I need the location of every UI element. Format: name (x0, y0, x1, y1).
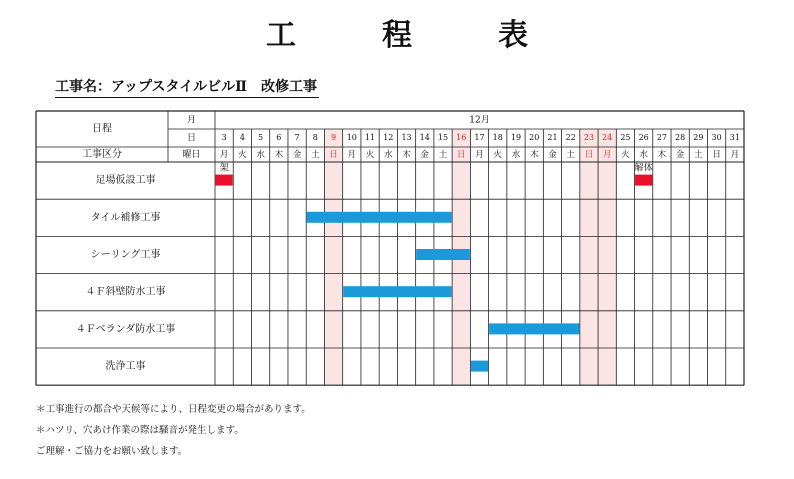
weekday-cell: 月 (347, 150, 357, 160)
day-number: 18 (492, 133, 503, 142)
weekday-cell: 水 (256, 150, 265, 160)
day-number: 23 (583, 133, 595, 142)
category-label: 工事区分 (82, 149, 122, 160)
weekday-cell: 月 (475, 150, 484, 160)
weekday-cell: 日 (584, 150, 594, 160)
weekday-cell: 金 (675, 150, 685, 160)
day-number: 12 (383, 133, 394, 142)
schedule-bar (343, 286, 451, 297)
month-value: 12月 (469, 115, 490, 126)
note-1: ＊工事進行の都合や天候等により、日程変更の場合があります。 (36, 404, 311, 415)
task-name: ４Ｆ斜壁防水工事 (85, 286, 166, 298)
weekday-cell: 水 (639, 150, 648, 160)
weekday-cell: 月 (730, 150, 740, 160)
day-number: 6 (276, 133, 282, 142)
weekday-label: 曜日 (182, 150, 201, 160)
month-label: 月 (186, 115, 197, 126)
day-number: 29 (693, 133, 704, 142)
weekday-cell: 土 (566, 150, 575, 160)
weekday-cell: 木 (529, 150, 539, 160)
day-number: 31 (729, 133, 740, 142)
weekday-cell: 月 (602, 150, 612, 160)
holiday-column (598, 129, 616, 385)
bar-label: 架 (219, 163, 229, 174)
schedule-bar (416, 249, 470, 260)
day-number: 5 (258, 133, 264, 142)
weekday-cell: 火 (621, 150, 630, 160)
day-number: 9 (331, 133, 337, 142)
weekday-cell: 木 (274, 150, 284, 160)
day-number: 26 (638, 133, 649, 142)
day-number: 16 (456, 133, 467, 142)
schedule-bar (471, 361, 488, 372)
day-number: 25 (620, 133, 631, 142)
weekday-cell: 木 (657, 150, 667, 160)
weekday-cell: 月 (219, 150, 229, 160)
day-number: 28 (675, 133, 686, 142)
schedule-bar (635, 175, 652, 186)
project-name: 工事名：アップスタイルビルⅡ 改修工事 (55, 76, 319, 98)
schedule-bar (489, 323, 579, 334)
schedule-bar (307, 212, 452, 223)
day-number: 8 (312, 133, 318, 142)
weekday-cell: 土 (694, 150, 703, 160)
day-number: 24 (602, 133, 613, 142)
weekday-cell: 日 (457, 150, 466, 160)
weekday-cell: 火 (365, 150, 375, 160)
weekday-cell: 土 (311, 150, 320, 160)
schedule-label: 日程 (92, 123, 112, 135)
weekday-cell: 日 (712, 150, 721, 160)
weekday-cell: 金 (420, 150, 430, 160)
day-number: 13 (401, 133, 412, 142)
task-name: 足場仮設工事 (95, 175, 156, 187)
page-title: 工 程 表 (266, 18, 556, 53)
weekday-cell: 火 (493, 150, 502, 160)
weekday-cell: 火 (238, 150, 247, 160)
weekday-cell: 日 (329, 150, 338, 160)
day-number: 7 (294, 133, 300, 142)
weekday-cell: 水 (384, 150, 393, 160)
note-2: ＊ハツリ、穴あけ作業の際は騒音が発生します。 (36, 425, 244, 436)
note-3: ご理解・ご協力をお願い致します。 (36, 446, 188, 457)
task-name: ４Ｆベランダ防水工事 (75, 323, 176, 335)
day-number: 21 (547, 133, 558, 142)
holiday-column (324, 129, 342, 385)
day-number: 20 (529, 133, 540, 142)
weekday-cell: 木 (402, 150, 411, 160)
day-number: 14 (419, 133, 430, 142)
weekday-cell: 金 (548, 150, 557, 160)
day-number: 3 (221, 133, 227, 142)
task-name: タイル補修工事 (90, 212, 161, 224)
day-number: 27 (656, 133, 668, 142)
day-label: 日 (186, 133, 197, 144)
weekday-cell: 土 (438, 150, 448, 160)
day-number: 17 (474, 133, 485, 142)
weekday-cell: 水 (511, 150, 521, 160)
bar-label: 解体 (634, 163, 653, 174)
task-name: 洗浄工事 (105, 361, 146, 373)
task-name: シーリング工事 (90, 249, 161, 261)
day-number: 4 (239, 133, 245, 142)
day-number: 10 (346, 133, 357, 142)
day-number: 22 (565, 133, 576, 142)
day-number: 11 (364, 133, 376, 142)
holiday-column (580, 129, 598, 385)
day-number: 30 (711, 133, 722, 142)
day-number: 19 (510, 133, 522, 142)
day-number: 15 (437, 133, 449, 142)
weekday-cell: 金 (292, 150, 302, 160)
schedule-bar (216, 175, 233, 186)
